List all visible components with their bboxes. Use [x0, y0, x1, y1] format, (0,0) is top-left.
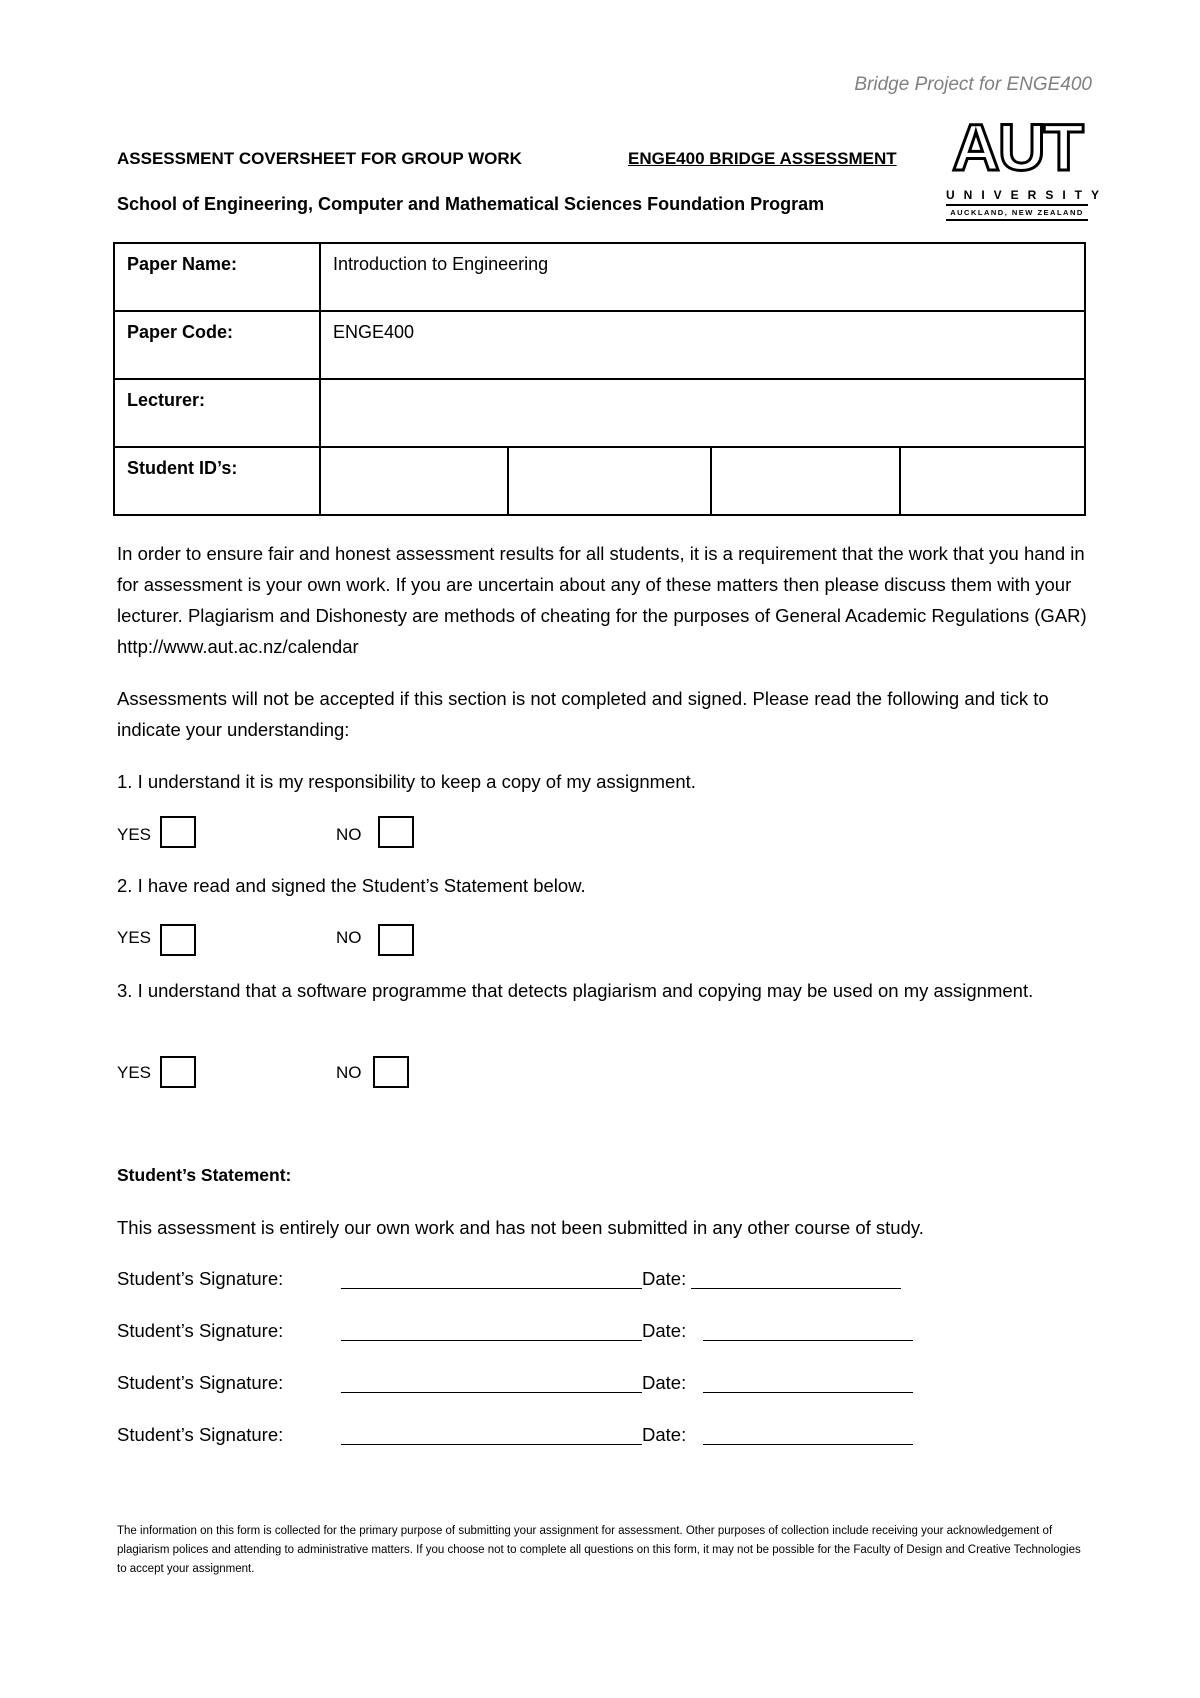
logo-divider [946, 204, 1088, 206]
statement-2-yes-checkbox[interactable] [160, 924, 196, 956]
no-label: NO [336, 825, 362, 844]
no-label: NO [336, 1063, 362, 1082]
signature-label: Student’s Signature: [117, 1268, 284, 1289]
signature-label: Student’s Signature: [117, 1320, 284, 1341]
signature-field-4[interactable] [341, 1426, 642, 1445]
statement-1: 1. I understand it is my responsibility to keep a copy of my assignment. [117, 771, 696, 792]
table-row [114, 311, 1085, 379]
statement-2-no-checkbox[interactable] [378, 924, 414, 956]
date-field-4[interactable] [703, 1426, 913, 1445]
statement-2: 2. I have read and signed the Student’s Statement below. [117, 875, 586, 896]
paper-code-field[interactable]: ENGE400 [320, 311, 1085, 379]
signature-field-2[interactable] [341, 1322, 642, 1341]
statement-3: 3. I understand that a software programme that detects plagiarism and copying may be used on my assignment. [117, 980, 1034, 1001]
instruction-paragraph: Assessments will not be accepted if this section is not completed and signed. Please read the following and tick to indicate your understanding: [117, 688, 1049, 740]
student-statement-text: This assessment is entirely our own work and has not been submitted in any other course of study. [117, 1217, 924, 1238]
signature-field-1[interactable] [341, 1270, 642, 1289]
table-row [114, 447, 1085, 515]
yes-label: YES [117, 825, 152, 844]
yes-label: YES [117, 1063, 152, 1082]
student-id-field-4[interactable] [900, 447, 1085, 515]
aut-logo [946, 110, 1109, 221]
paper-name-field[interactable]: Introduction to Engineering [320, 243, 1085, 311]
signature-field-3[interactable] [341, 1374, 642, 1393]
lecturer-label: Lecturer: [114, 379, 320, 447]
student-id-field-3[interactable] [711, 447, 900, 515]
date-label: Date: [642, 1372, 687, 1393]
privacy-footer: The information on this form is collected for the primary purpose of submitting your assignment for assessment. Other purposes of collection include receiving your acknowledgement of plagiarism polices and attending to administrative matters. If you choose not to complete all questions on this form, it may not be possible for the Faculty of Design and Creative Technologies to accept your assignment. [117, 1525, 1081, 1575]
logo-location: AUCKLAND, NEW ZEALAND [950, 208, 1084, 217]
statement-3-no-checkbox[interactable] [373, 1056, 409, 1088]
date-label: Date: [642, 1268, 687, 1289]
signature-label: Student’s Signature: [117, 1424, 284, 1445]
intro-paragraph: In order to ensure fair and honest assessment results for all students, it is a requirement that the work that you hand in for assessment is your own work. If you are uncertain about any of these matters then please discuss them with your lecturer. Plagiarism and Dishonesty are methods of cheating for the purposes of General Academic Regulations (GAR) http://www.aut.ac.nz/calendar [117, 543, 1087, 657]
logo-wordmark: AUT [952, 110, 1082, 184]
student-ids-label: Student ID’s: [114, 447, 320, 515]
yes-label: YES [117, 928, 152, 947]
date-label: Date: [642, 1424, 687, 1445]
logo-university: UNIVERSITY [946, 188, 1109, 202]
table-row [114, 379, 1085, 447]
student-id-field-2[interactable] [508, 447, 711, 515]
date-field-1[interactable] [691, 1270, 901, 1289]
paper-name-label: Paper Name: [114, 243, 320, 311]
paper-info-table [113, 242, 1086, 516]
school-name: School of Engineering, Computer and Mathematical Sciences Foundation Program [117, 194, 825, 214]
paper-code-label: Paper Code: [114, 311, 320, 379]
date-field-2[interactable] [703, 1322, 913, 1341]
student-statement-heading: Student’s Statement: [117, 1165, 292, 1185]
student-id-field-1[interactable] [320, 447, 508, 515]
statement-3-yes-checkbox[interactable] [160, 1056, 196, 1088]
signature-label: Student’s Signature: [117, 1372, 284, 1393]
no-label: NO [336, 928, 362, 947]
date-label: Date: [642, 1320, 687, 1341]
assessment-title: ENGE400 BRIDGE ASSESSMENT [628, 149, 897, 168]
header-note: Bridge Project for ENGE400 [854, 74, 1092, 95]
form-title: ASSESSMENT COVERSHEET FOR GROUP WORK [117, 149, 522, 168]
statement-1-yes-checkbox[interactable] [160, 816, 196, 848]
statement-1-no-checkbox[interactable] [378, 816, 414, 848]
logo-divider-bottom [946, 219, 1088, 221]
date-field-3[interactable] [703, 1374, 913, 1393]
table-row [114, 243, 1085, 311]
lecturer-field[interactable] [320, 379, 1085, 447]
